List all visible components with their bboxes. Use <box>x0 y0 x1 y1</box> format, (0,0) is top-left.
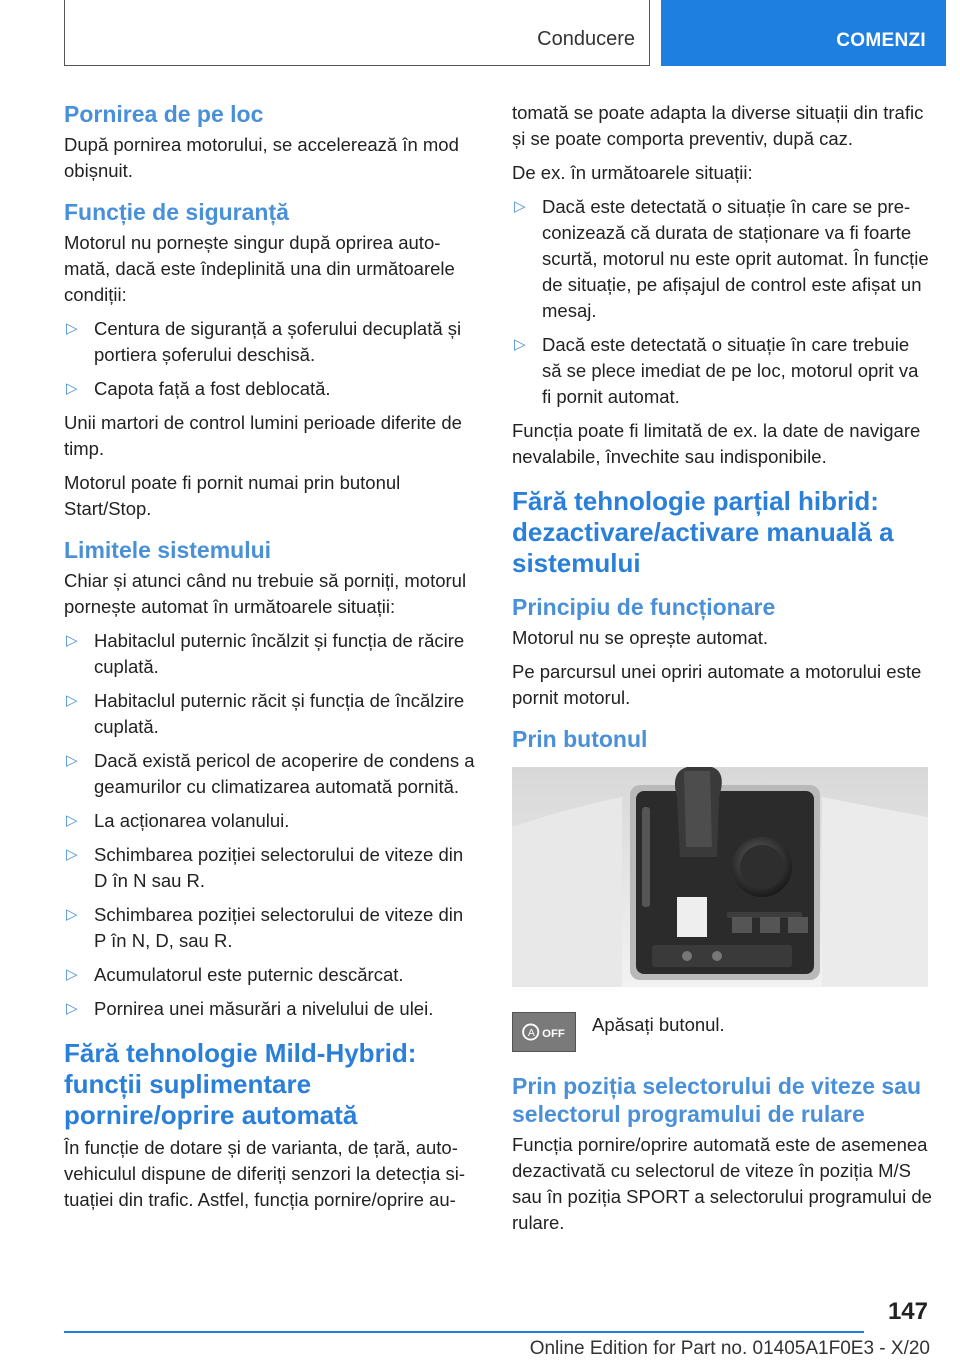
page-number: 147 <box>887 1298 928 1325</box>
triangle-bullet-icon: ▷ <box>66 906 78 923</box>
triangle-bullet-icon: ▷ <box>66 632 78 649</box>
triangle-bullet-icon: ▷ <box>66 320 78 337</box>
paragraph: Apăsați butonul. <box>592 1014 725 1035</box>
triangle-bullet-icon: ▷ <box>66 812 78 829</box>
paragraph: tomată se poate adapta la diverse situații din trafic și se poate comporta preventiv, după caz. <box>512 102 924 149</box>
heading-principiu: Principiu de funcționare <box>512 594 776 620</box>
list-item: ▷ Acumulatorul este puternic descărcat. <box>64 962 480 988</box>
paragraph: Motorul nu pornește singur după oprirea automată, dacă este îndeplinită una din următoarele condiții: <box>64 232 455 305</box>
paragraph: Funcția poate fi limitată de ex. la date de navigare nevalabile, învechite sau indisponibile. <box>512 420 921 467</box>
bullet-list <box>512 194 932 410</box>
list-item: ▷ Dacă este detectată o situație în care trebuie să se plece imediat de pe loc, motorul oprit va fi pornit automat. <box>514 334 919 407</box>
list-item: ▷ Pornirea unei măsurări a nivelului de ulei. <box>64 996 480 1022</box>
paragraph: După pornirea motorului, se accelerează în mod obișnuit. <box>64 134 459 181</box>
paragraph: Motorul poate fi pornit numai prin butonul Start/Stop. <box>64 472 401 519</box>
footer-divider <box>64 1331 864 1333</box>
paragraph: Funcția pornire/oprire automată este de asemenea dezactivată cu selectorul de viteze în poziția M/S sau în poziția SPORT a selectorului programului de rulare. <box>512 1134 932 1233</box>
triangle-bullet-icon: ▷ <box>514 336 526 353</box>
list-item: ▷ Dacă este detectată o situație în care se preconizează că durata de staționare va fi foarte scurtă, motorul nu este oprit automat. În funcție de situație, pe afișajul de control este afișat un mesaj. <box>514 196 929 321</box>
triangle-bullet-icon: ▷ <box>66 966 78 983</box>
auto-start-stop-off-icon <box>512 1012 576 1052</box>
list-item: ▷ Capota față a fost deblocată. <box>64 376 480 402</box>
right-column <box>512 100 932 1244</box>
footer-edition: Online Edition for Part no. 01405A1F0E3 - X/20 <box>529 1338 930 1359</box>
heading-pornirea: Pornirea de pe loc <box>64 101 264 127</box>
off-button-row <box>512 1012 932 1058</box>
paragraph: Unii martori de control lumini perioade diferite de timp. <box>64 412 462 459</box>
list-item: ▷ La acționarea volanului. <box>64 808 480 834</box>
left-column <box>64 100 480 1221</box>
triangle-bullet-icon: ▷ <box>66 752 78 769</box>
paragraph: În funcție de dotare și de varianta, de țară, autovehiculul dispune de diferiți senzori la detecția situației din trafic. Astfel, funcția pornire/oprire au- <box>64 1137 466 1210</box>
bullet-list <box>64 628 480 1022</box>
heading-limitele-sistemului: Limitele sistemului <box>64 537 272 563</box>
header-section-title: Conducere <box>537 28 635 50</box>
triangle-bullet-icon: ▷ <box>514 198 526 215</box>
paragraph: Pe parcursul unei opriri automate a motorului este pornit motorul. <box>512 661 922 708</box>
paragraph: Motorul nu se oprește automat. <box>512 627 769 648</box>
list-item: ▷ Schimbarea poziției selectorului de viteze din D în N sau R. <box>66 844 464 891</box>
heading-functie-siguranta: Funcție de siguranță <box>64 199 289 225</box>
triangle-bullet-icon: ▷ <box>66 380 78 397</box>
list-item: ▷ Habitaclul puternic răcit și funcția de încălzire cuplată. <box>66 690 465 737</box>
paragraph: De ex. în următoarele situații: <box>512 162 753 183</box>
triangle-bullet-icon: ▷ <box>66 846 78 863</box>
header-chapter-tab[interactable] <box>661 0 946 66</box>
heading-mild-hybrid: Fără tehnologie Mild-Hybrid: funcții suplimentare pornire/oprire automată <box>64 1038 417 1130</box>
heading-prin-pozitia: Prin poziția selectorului de viteze sau selectorul programului de rulare <box>512 1073 922 1127</box>
header-chapter-label: COMENZI <box>836 30 926 51</box>
list-item: ▷ Schimbarea poziției selectorului de viteze din P în N, D, sau R. <box>66 904 464 951</box>
svg-text:A: A <box>527 1027 535 1039</box>
list-item: ▷ Habitaclul puternic încălzit și funcția de răcire cuplată. <box>66 630 465 677</box>
heading-partial-hibrid: Fără tehnologie parțial hibrid: dezactivare/activare manuală a sistemului <box>512 486 894 578</box>
triangle-bullet-icon: ▷ <box>66 692 78 709</box>
svg-text:OFF: OFF <box>542 1027 565 1040</box>
center-console-photo <box>512 767 928 987</box>
list-item: ▷ Centura de siguranță a șoferului decuplată și portiera șoferului deschisă. <box>66 318 462 365</box>
list-item: ▷ Dacă există pericol de acoperire de condens a geamurilor cu climatizarea automată pornită. <box>66 750 475 797</box>
paragraph: Chiar și atunci când nu trebuie să porniți, motorul pornește automat în următoarele situații: <box>64 570 467 617</box>
bullet-list <box>64 316 480 402</box>
triangle-bullet-icon: ▷ <box>66 1000 78 1017</box>
header-section-box <box>64 0 650 66</box>
heading-prin-butonul: Prin butonul <box>512 726 648 752</box>
